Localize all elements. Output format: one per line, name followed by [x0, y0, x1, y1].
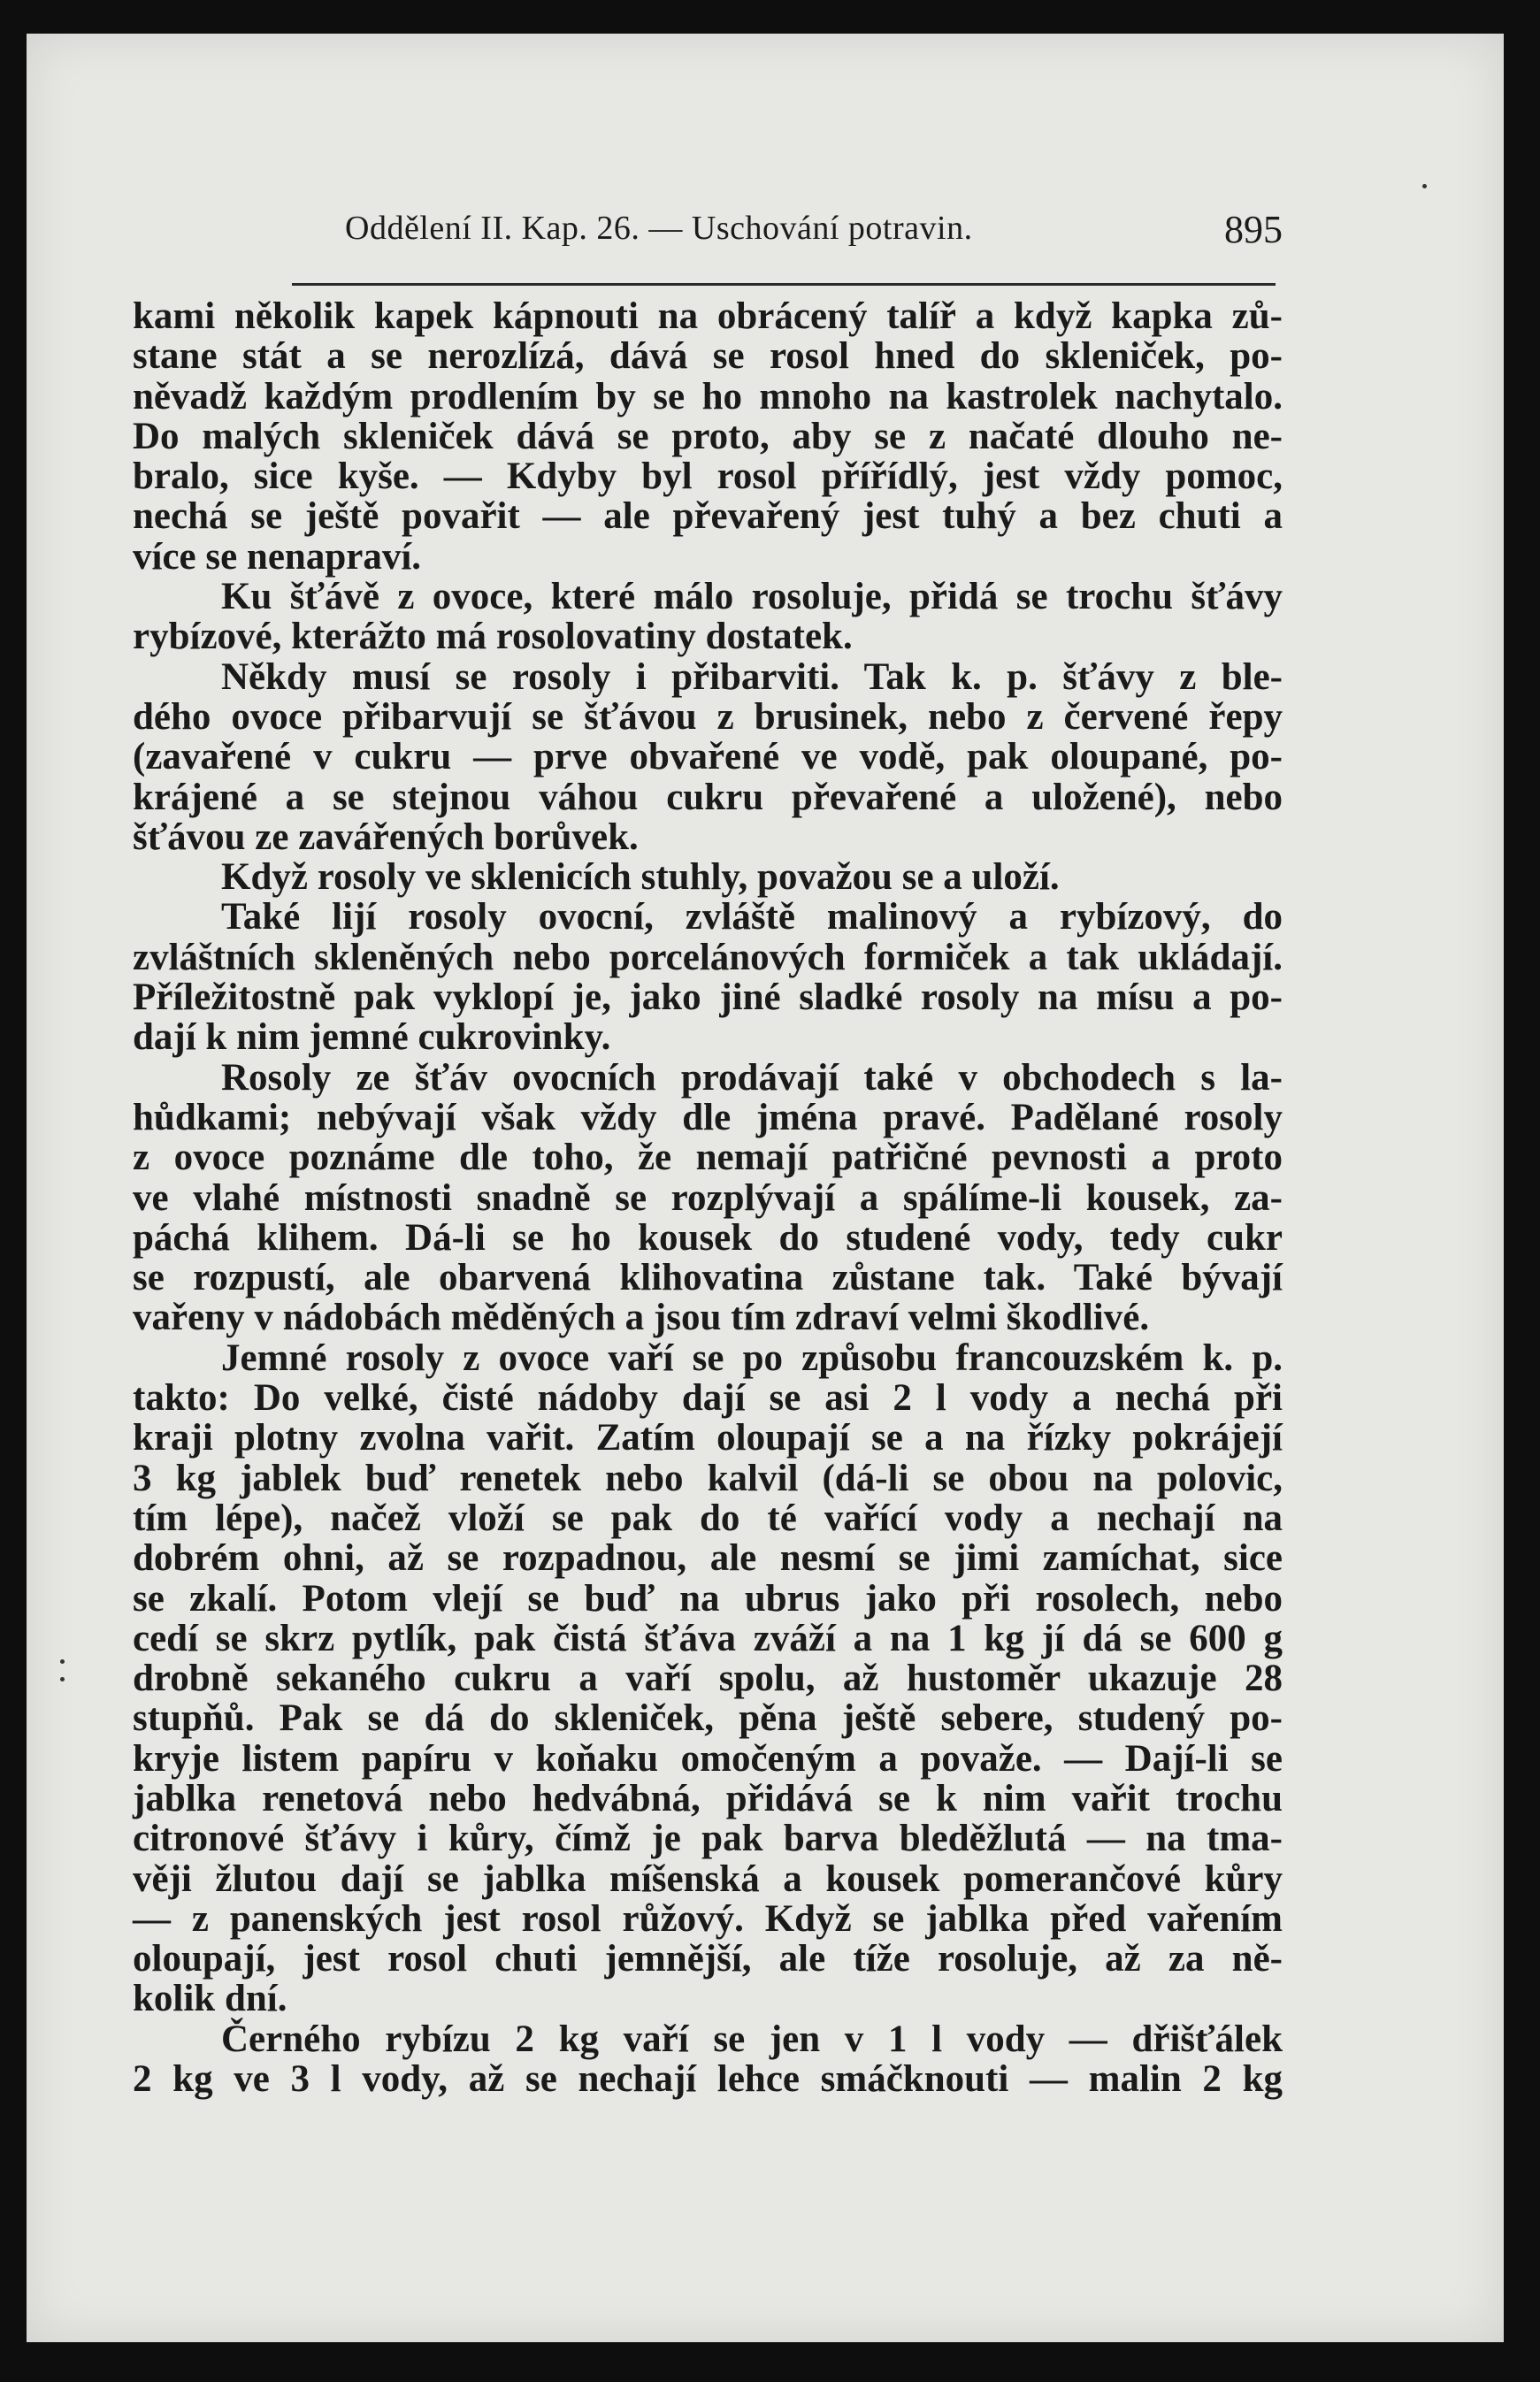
text-line: drobně sekaného cukru a vaří spolu, až hustoměr ukazuje 28	[133, 1658, 1283, 1700]
text-line: Také lijí rosoly ovocní, zvláště malinový a rybízový, do	[221, 896, 1283, 938]
text-line: kraji plotny zvolna vařit. Zatím oloupají se a na řízky pokrájejí	[133, 1417, 1283, 1459]
text-line: kolik dní.	[133, 1978, 287, 2020]
ink-speck	[60, 1659, 65, 1664]
body-text	[133, 296, 1283, 2099]
text-line: stane stát a se nerozlízá, dává se rosol hned do skleniček, po-	[133, 335, 1283, 378]
header-rule	[292, 283, 1276, 286]
text-line: takto: Do velké, čisté nádoby dají se asi 2 l vody a nechá při	[133, 1377, 1283, 1420]
text-line: rybízové, kterážto má rosolovatiny dostatek.	[133, 616, 853, 658]
text-line: dobrém ohni, až se rozpadnou, ale nesmí se jimi zamíchat, sice	[133, 1537, 1283, 1580]
text-line: ve vlahé místnosti snadně se rozplývají a spálíme-li kousek, za-	[133, 1176, 1283, 1219]
text-line: věji žlutou dají se jablka míšenská a kousek pomerančové kůry	[133, 1857, 1283, 1900]
text-line: jablka renetová nebo hedvábná, přidává se k nim vařit trochu	[133, 1777, 1283, 1819]
text-line: citronové šťávy i kůry, čímž je pak barva bleděžlutá — na tma-	[133, 1818, 1283, 1860]
text-line: z ovoce poznáme dle toho, že nemají patřičné pevnosti a proto	[133, 1137, 1283, 1179]
text-line: kami několik kapek kápnouti na obrácený talíř a když kapka zů-	[133, 295, 1283, 337]
text-line: bralo, sice kyše. — Kdyby byl rosol přířídlý, jest vždy pomoc,	[133, 456, 1283, 498]
running-head: Oddělení II. Kap. 26. — Uschování potravin.	[345, 210, 973, 247]
page-number: 895	[1224, 208, 1283, 251]
text-line: Příležitostně pak vyklopí je, jako jiné sladké rosoly na mísu a po-	[133, 977, 1283, 1019]
text-line: 3 kg jablek buď renetek nebo kalvil (dá-li se obou na polovic,	[133, 1457, 1283, 1499]
text-line: šťávou ze zavářených borůvek.	[133, 816, 639, 858]
text-line: stupňů. Pak se dá do skleniček, pěna ještě sebere, studený po-	[133, 1697, 1283, 1740]
text-line: vařeny v nádobách měděných a jsou tím zdraví velmi škodlivé.	[133, 1297, 1150, 1339]
text-line: kryje listem papíru v koňaku omočeným a považe. — Dají-li se	[133, 1737, 1283, 1780]
text-line: Ku šťávě z ovoce, které málo rosoluje, přidá se trochu šťávy	[221, 576, 1283, 618]
text-line: se zkalí. Potom vlejí se buď na ubrus jako při rosolech, nebo	[133, 1577, 1283, 1620]
text-line: tím lépe), načež vloží se pak do té vařící vody a nechají na	[133, 1497, 1283, 1539]
text-line: Když rosoly ve sklenicích stuhly, považou se a uloží.	[221, 856, 1060, 899]
text-line: něvadž každým prodlením by se ho mnoho na kastrolek nachytalo.	[133, 375, 1283, 417]
text-line: dého ovoce přibarvují se šťávou z brusinek, nebo z červené řepy	[133, 695, 1283, 738]
text-line: nechá se ještě povařit — ale převařený jest tuhý a bez chuti a	[133, 495, 1283, 538]
text-line: Rosoly ze šťáv ovocních prodávají také v obchodech s la-	[221, 1056, 1283, 1099]
ink-speck	[1422, 184, 1427, 188]
text-line: Černého rybízu 2 kg vaří se jen v 1 l vody — dřišťálek	[221, 2018, 1283, 2060]
text-line: hůdkami; nebývají však vždy dle jména pravé. Padělané rosoly	[133, 1096, 1283, 1138]
page-header	[292, 200, 1283, 253]
text-line: Někdy musí se rosoly i přibarviti. Tak k. p. šťávy z ble-	[221, 655, 1283, 698]
ink-speck	[60, 1677, 65, 1681]
text-line: Jemné rosoly z ovoce vaří se po způsobu francouzském k. p.	[221, 1337, 1283, 1379]
text-line: se rozpustí, ale obarvená klihovatina zůstane tak. Také bývají	[133, 1257, 1283, 1299]
text-line: více se nenapraví.	[133, 535, 422, 578]
text-line: — z panenských jest rosol růžový. Když se jablka před vařením	[133, 1897, 1283, 1940]
text-line: oloupají, jest rosol chuti jemnější, ale tíže rosoluje, až za ně-	[133, 1938, 1283, 1980]
text-line: 2 kg ve 3 l vody, až se nechají lehce smáčknouti — malin 2 kg	[133, 2058, 1283, 2101]
text-line: krájené a se stejnou váhou cukru převařené a uložené), nebo	[133, 776, 1283, 818]
text-line: cedí se skrz pytlík, pak čistá šťáva zváží a na 1 kg jí dá se 600 g	[133, 1617, 1283, 1659]
text-line: Do malých skleniček dává se proto, aby se z načaté dlouho ne-	[133, 415, 1283, 457]
text-line: dají k nim jemné cukrovinky.	[133, 1016, 611, 1059]
text-line: (zavařené v cukru — prve obvařené ve vodě, pak oloupané, po-	[133, 736, 1283, 778]
text-line: zvláštních skleněných nebo porcelánových formiček a tak ukládají.	[133, 936, 1283, 978]
text-line: páchá klihem. Dá-li se ho kousek do studené vody, tedy cukr	[133, 1216, 1283, 1259]
